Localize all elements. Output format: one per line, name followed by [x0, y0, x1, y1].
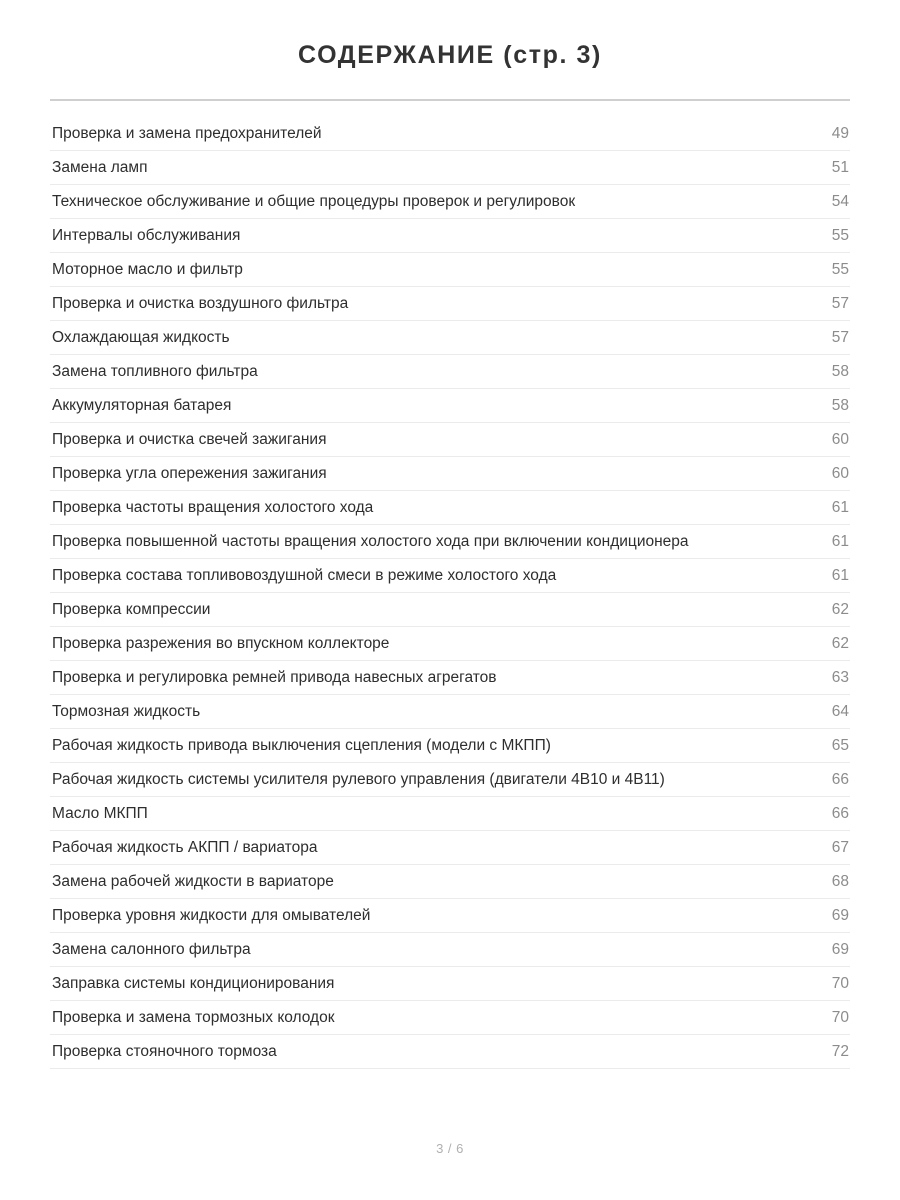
toc-entry-page-number: 58 [831, 397, 849, 414]
toc-entry-page-number: 67 [831, 839, 849, 856]
toc-entry-page-number: 68 [831, 873, 849, 890]
toc-entry-title: Техническое обслуживание и общие процедуры проверок и регулировок [52, 193, 576, 210]
toc-entry-page-number: 51 [831, 159, 849, 176]
toc-entry[interactable] [50, 763, 850, 797]
toc-entry-title: Интервалы обслуживания [52, 227, 241, 244]
toc-entry-title: Охлаждающая жидкость [52, 329, 230, 346]
toc-entry-title: Аккумуляторная батарея [52, 397, 232, 414]
toc-entry-page-number: 61 [831, 499, 849, 516]
table-of-contents [50, 117, 850, 1069]
toc-entry-page-number: 62 [831, 601, 849, 618]
toc-entry[interactable] [50, 185, 850, 219]
toc-entry[interactable] [50, 593, 850, 627]
toc-entry-page-number: 49 [831, 125, 849, 142]
toc-entry[interactable] [50, 253, 850, 287]
toc-entry[interactable] [50, 457, 850, 491]
toc-entry-title: Замена рабочей жидкости в вариаторе [52, 873, 334, 890]
toc-entry[interactable] [50, 865, 850, 899]
toc-entry[interactable] [50, 219, 850, 253]
toc-entry[interactable] [50, 559, 850, 593]
toc-entry-page-number: 62 [831, 635, 849, 652]
toc-entry-title: Рабочая жидкость системы усилителя рулевого управления (двигатели 4B10 и 4B11) [52, 771, 665, 788]
toc-entry-page-number: 57 [831, 329, 849, 346]
toc-entry[interactable] [50, 117, 850, 151]
toc-entry-page-number: 70 [831, 1009, 849, 1026]
toc-entry-page-number: 55 [831, 261, 849, 278]
title-divider [50, 99, 850, 101]
toc-entry-page-number: 69 [831, 941, 849, 958]
toc-entry-title: Проверка повышенной частоты вращения холостого хода при включении кондиционера [52, 533, 689, 550]
toc-entry-title: Проверка и очистка воздушного фильтра [52, 295, 349, 312]
toc-entry[interactable] [50, 661, 850, 695]
toc-entry[interactable] [50, 151, 850, 185]
toc-entry-title: Проверка и замена предохранителей [52, 125, 322, 142]
toc-entry-title: Проверка стояночного тормоза [52, 1043, 277, 1060]
toc-entry-title: Замена ламп [52, 159, 148, 176]
toc-entry-title: Проверка и регулировка ремней привода навесных агрегатов [52, 669, 497, 686]
toc-entry-page-number: 66 [831, 805, 849, 822]
toc-entry[interactable] [50, 899, 850, 933]
toc-entry-page-number: 58 [831, 363, 849, 380]
toc-entry-page-number: 57 [831, 295, 849, 312]
page-title: СОДЕРЖАНИЕ (стр. 3) [298, 41, 602, 69]
toc-entry[interactable] [50, 491, 850, 525]
toc-entry[interactable] [50, 525, 850, 559]
toc-entry-page-number: 61 [831, 567, 849, 584]
toc-entry-title: Проверка компрессии [52, 601, 211, 618]
toc-entry[interactable] [50, 1035, 850, 1069]
toc-entry[interactable] [50, 355, 850, 389]
toc-entry-title: Заправка системы кондиционирования [52, 975, 335, 992]
toc-entry[interactable] [50, 1001, 850, 1035]
toc-entry-title: Проверка и замена тормозных колодок [52, 1009, 335, 1026]
toc-entry-title: Замена салонного фильтра [52, 941, 251, 958]
toc-entry-title: Проверка состава топливовоздушной смеси в режиме холостого хода [52, 567, 557, 584]
toc-entry-title: Моторное масло и фильтр [52, 261, 243, 278]
toc-entry-page-number: 54 [831, 193, 849, 210]
toc-entry[interactable] [50, 967, 850, 1001]
toc-entry-page-number: 72 [831, 1043, 849, 1060]
toc-entry[interactable] [50, 729, 850, 763]
toc-entry[interactable] [50, 627, 850, 661]
toc-entry[interactable] [50, 287, 850, 321]
toc-entry-page-number: 60 [831, 465, 849, 482]
toc-entry-page-number: 70 [831, 975, 849, 992]
toc-entry-title: Проверка и очистка свечей зажигания [52, 431, 327, 448]
toc-entry[interactable] [50, 797, 850, 831]
toc-entry-title: Масло МКПП [52, 805, 148, 822]
toc-entry-page-number: 64 [831, 703, 849, 720]
toc-entry-title: Рабочая жидкость привода выключения сцепления (модели с МКПП) [52, 737, 551, 754]
toc-entry-title: Проверка угла опережения зажигания [52, 465, 327, 482]
page-footer: 3 / 6 [436, 1141, 464, 1156]
toc-entry-page-number: 69 [831, 907, 849, 924]
toc-entry-page-number: 65 [831, 737, 849, 754]
toc-entry-page-number: 55 [831, 227, 849, 244]
toc-entry[interactable] [50, 695, 850, 729]
toc-entry-title: Замена топливного фильтра [52, 363, 258, 380]
toc-entry[interactable] [50, 933, 850, 967]
toc-entry-title: Проверка частоты вращения холостого хода [52, 499, 374, 516]
toc-entry-page-number: 61 [831, 533, 849, 550]
toc-entry[interactable] [50, 389, 850, 423]
toc-entry-page-number: 66 [831, 771, 849, 788]
toc-entry-title: Рабочая жидкость АКПП / вариатора [52, 839, 318, 856]
toc-entry[interactable] [50, 831, 850, 865]
toc-entry[interactable] [50, 321, 850, 355]
toc-entry[interactable] [50, 423, 850, 457]
toc-entry-title: Проверка уровня жидкости для омывателей [52, 907, 371, 924]
toc-entry-title: Проверка разрежения во впускном коллекторе [52, 635, 390, 652]
toc-entry-page-number: 63 [831, 669, 849, 686]
toc-entry-title: Тормозная жидкость [52, 703, 201, 720]
toc-entry-page-number: 60 [831, 431, 849, 448]
